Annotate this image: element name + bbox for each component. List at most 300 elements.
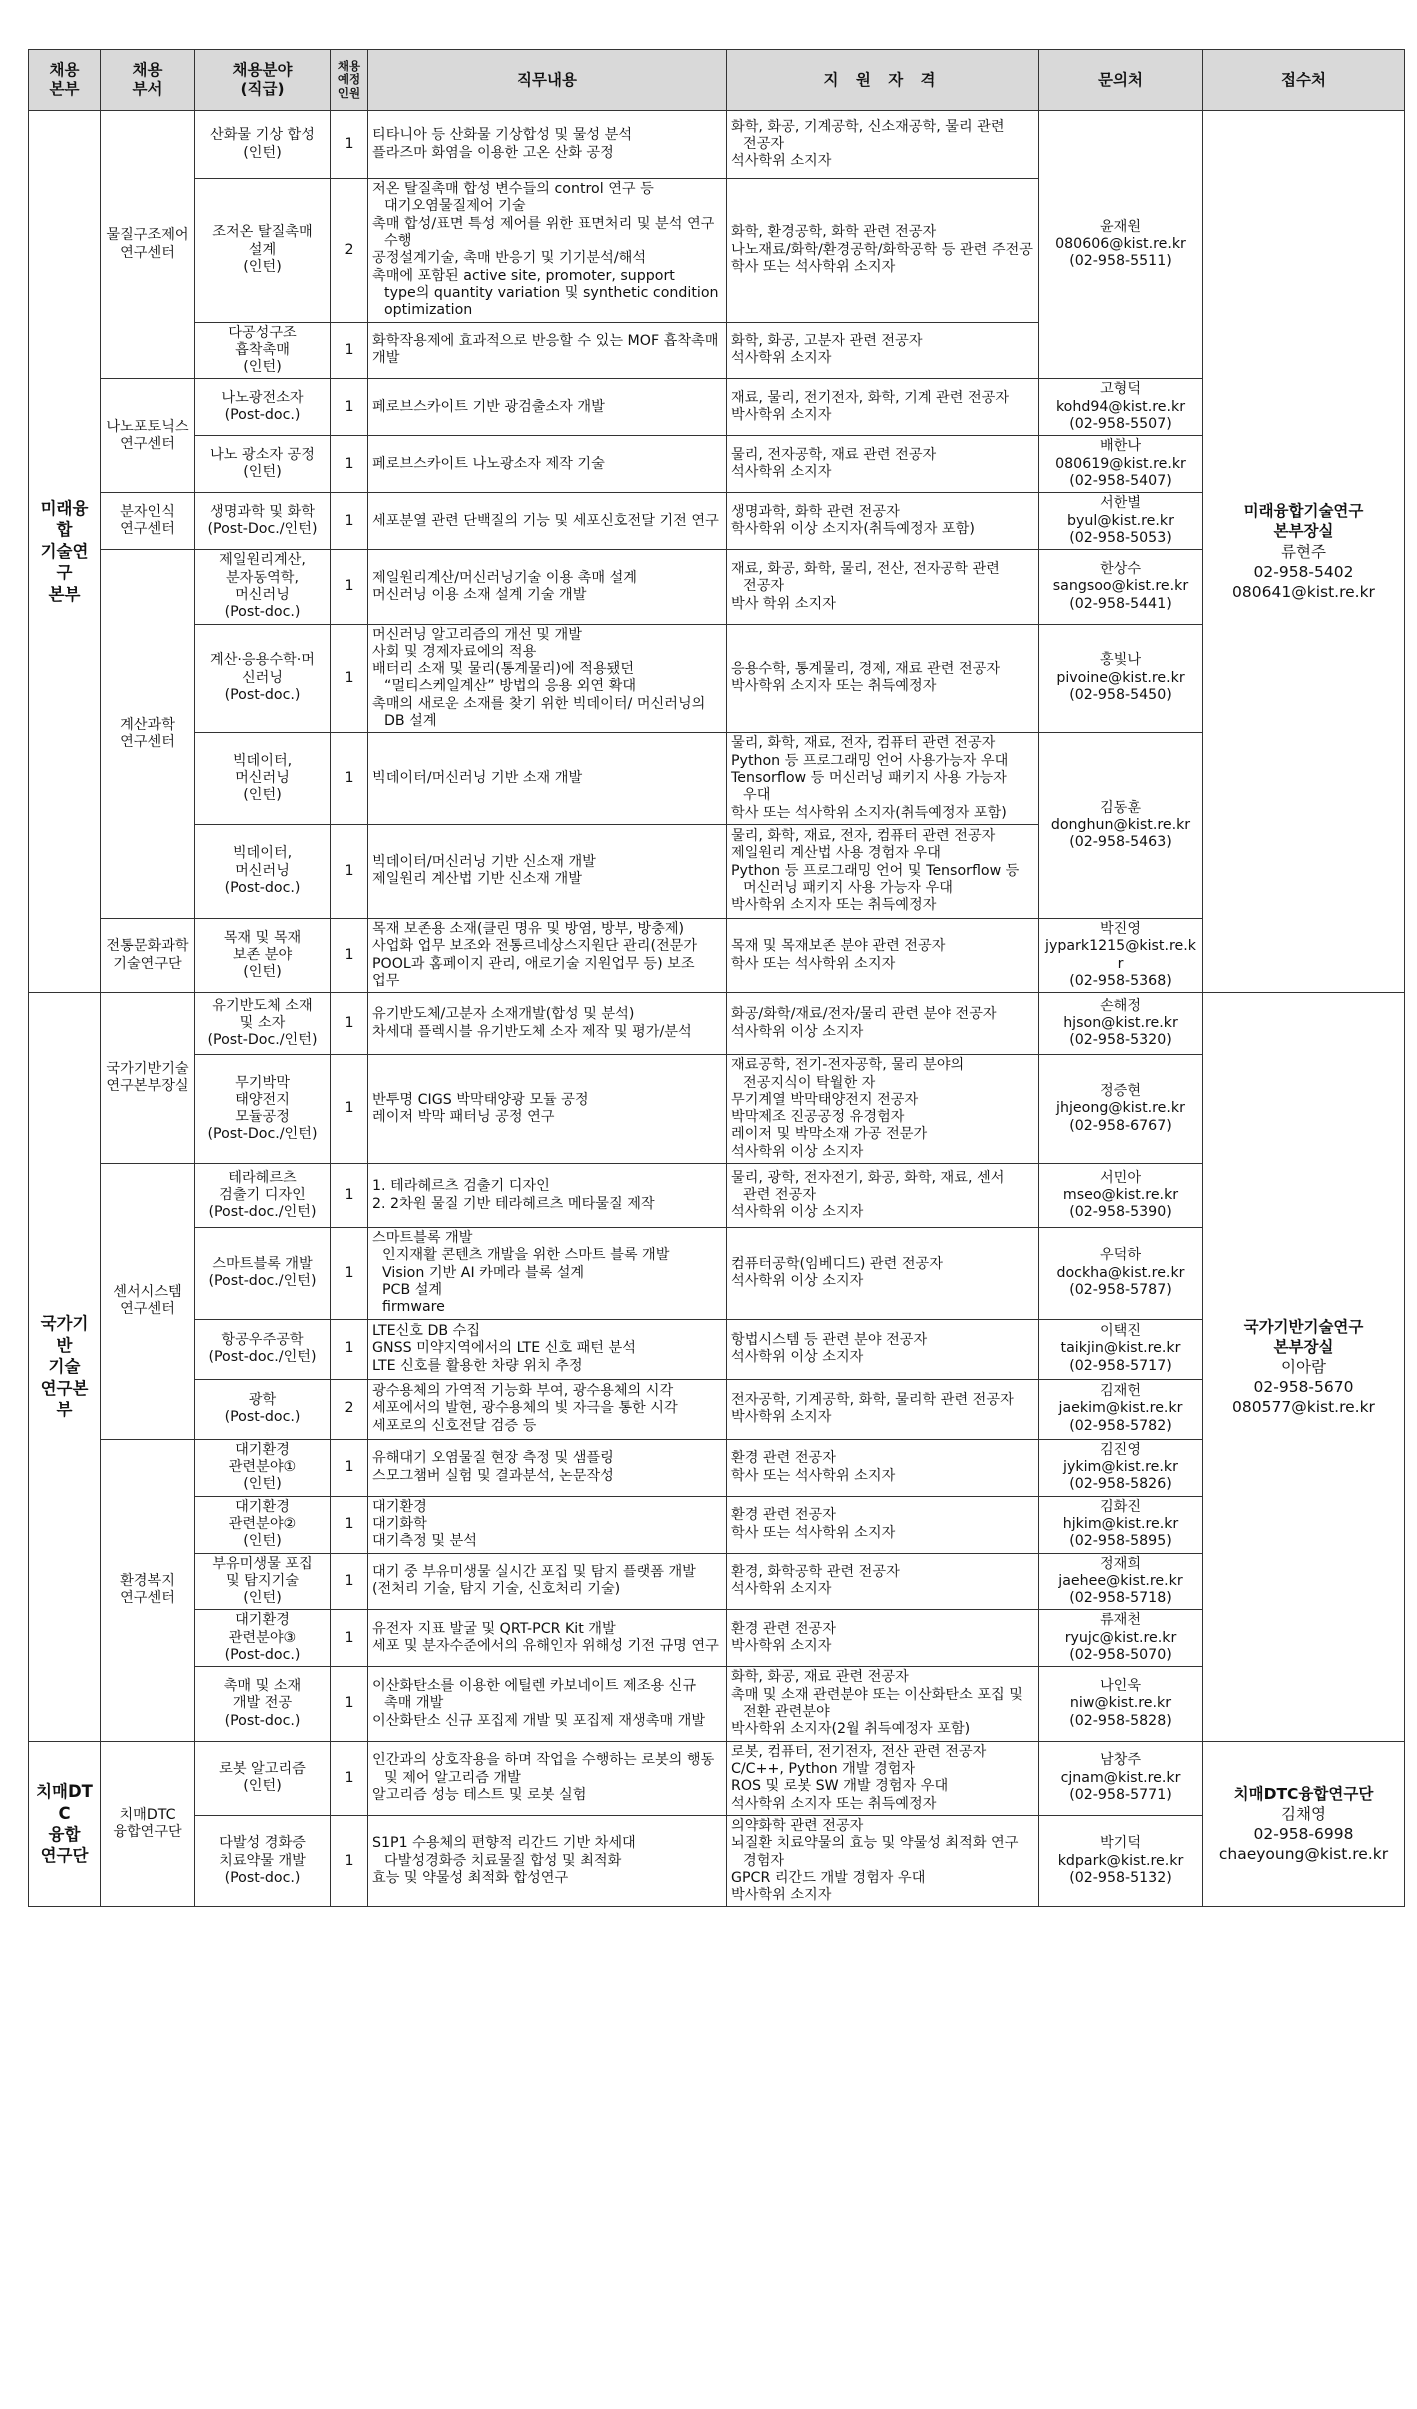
contact-phone: (02-958-5511) bbox=[1069, 253, 1172, 270]
text-line: (Post-Doc./인턴) bbox=[207, 1126, 318, 1143]
contact-cell bbox=[1039, 1667, 1203, 1741]
bullet-list bbox=[731, 1057, 1034, 1161]
header-contact: 문의처 bbox=[1039, 50, 1203, 111]
text-line: 무기박막 bbox=[235, 1074, 290, 1091]
qualifications-cell bbox=[727, 1439, 1039, 1496]
bullet-list bbox=[372, 854, 722, 889]
table-row bbox=[29, 493, 1405, 550]
table-row bbox=[29, 918, 1405, 992]
text-line: (Post-doc.) bbox=[224, 1869, 301, 1886]
header-field bbox=[195, 50, 331, 111]
text-line: (인턴) bbox=[243, 787, 282, 804]
qualifications-cell bbox=[727, 493, 1039, 550]
bullet-item: 화학, 화공, 고분자 관련 전공자 bbox=[731, 333, 923, 350]
text-line: (인턴) bbox=[243, 258, 282, 275]
text-line: 미래융합 bbox=[40, 499, 89, 540]
table-row bbox=[29, 1815, 1405, 1907]
text-line: 연구본부장실 bbox=[106, 1078, 189, 1095]
table-row bbox=[29, 379, 1405, 436]
bullet-list bbox=[372, 1621, 722, 1656]
duties-cell bbox=[368, 179, 727, 323]
text-line: 생명과학 및 화학 bbox=[210, 503, 315, 520]
header-duties: 직무내용 bbox=[368, 50, 727, 111]
contact-email[interactable]: jykim@kist.re.kr bbox=[1063, 1458, 1178, 1475]
bullet-item: 인지재활 콘텐츠 개발을 위한 스마트 블록 개발 bbox=[382, 1247, 670, 1264]
bullet-item: 박사학위 소지자 bbox=[731, 407, 832, 424]
contact-name: 김진영 bbox=[1099, 1441, 1142, 1458]
bullet-item: 배터리 소재 및 물리(통계물리)에 적용됐던 “멀티스케일계산” 방법의 응용 외연 확대 bbox=[372, 661, 637, 695]
bullet-item: 뇌질환 치료약물의 효능 및 약물성 최적화 연구 경험자 bbox=[731, 1835, 1019, 1869]
text-line: 및 소자 bbox=[239, 1015, 286, 1032]
header-qualifications: 지 원 자 격 bbox=[727, 50, 1039, 111]
contact-name: 나인욱 bbox=[1099, 1678, 1142, 1695]
receiver-email[interactable]: chaeyoung@kist.re.kr bbox=[1218, 1845, 1389, 1864]
bullet-item: ROS 및 로봇 SW 개발 경험자 우대 bbox=[731, 1778, 949, 1795]
text-line: 기술연구 bbox=[40, 541, 89, 583]
qualifications-cell bbox=[727, 733, 1039, 825]
field-cell bbox=[195, 1667, 331, 1741]
field-cell bbox=[195, 918, 331, 992]
receiver-office bbox=[1207, 1784, 1400, 1804]
duties-cell bbox=[368, 1228, 727, 1320]
duties-cell bbox=[368, 993, 727, 1055]
text-line: 빅데이터, bbox=[232, 752, 293, 769]
bullet-list bbox=[731, 561, 1034, 613]
text-line: (Post-Doc./인턴) bbox=[207, 1032, 318, 1049]
bullet-item: Python 등 프로그래밍 언어 및 Tensorflow 등 머신러닝 패키지 사용 가능자 우대 bbox=[731, 862, 1020, 897]
duties-cell bbox=[368, 1379, 727, 1439]
receiver-name: 김채영 bbox=[1281, 1804, 1326, 1823]
text-line: 관련분야③ bbox=[228, 1629, 297, 1646]
text-line: 관련분야① bbox=[228, 1458, 297, 1475]
bullet-item: 촉매 및 소재 관련분야 또는 이산화탄소 포집 및 전환 관련분야 bbox=[731, 1686, 1023, 1720]
bullet-item: 1. 테라헤르츠 검출기 디자인 bbox=[372, 1178, 550, 1195]
bullet-item: Tensorflow 등 머신러닝 패키지 사용 가능자 우대 bbox=[731, 770, 1007, 804]
duties-text: 페로브스카이트 나노광소자 제작 기술 bbox=[372, 455, 605, 472]
text-line: 본부장실 bbox=[1273, 1337, 1334, 1356]
bullet-item: 박사학위 소지자 또는 취득예정자 bbox=[731, 678, 937, 695]
duties-cell bbox=[368, 379, 727, 436]
positions-cell: 1 bbox=[331, 493, 368, 550]
contact-email[interactable]: 080606@kist.re.kr bbox=[1055, 236, 1186, 253]
duties-cell bbox=[368, 1553, 727, 1610]
duties-text: 빅데이터/머신러닝 기반 소재 개발 bbox=[372, 770, 583, 786]
table-row bbox=[29, 1164, 1405, 1228]
bullet-item: 박막제조 진공공정 유경험자 bbox=[731, 1109, 905, 1126]
bullet-item: 석사학위 소지자 bbox=[731, 1581, 832, 1598]
qualifications-cell bbox=[727, 111, 1039, 179]
contact-email[interactable]: jypark1215@kist.re.kr bbox=[1045, 938, 1196, 972]
duties-cell bbox=[368, 1439, 727, 1496]
bullet-item: 학사학위 이상 소지자(취득예정자 포함) bbox=[731, 521, 975, 538]
text-line: 태양전지 bbox=[235, 1091, 290, 1108]
bullet-item: LTE 신호를 활용한 차량 위치 추정 bbox=[372, 1357, 583, 1374]
bullet-item: 생명과학, 화학 관련 전공자 bbox=[731, 503, 900, 520]
text-line: 치매DTC융합연구단 bbox=[1233, 1784, 1374, 1803]
text-line: (Post-doc.) bbox=[224, 407, 301, 424]
bullet-item: 화학, 화공, 재료 관련 전공자 bbox=[731, 1669, 909, 1686]
bullet-item: 물리, 광학, 전자전기, 화공, 화학, 재료, 센서 관련 전공자 bbox=[731, 1169, 1005, 1203]
bullet-item: 박사학위 소지자 bbox=[731, 1887, 832, 1904]
text-line: 연구센터 bbox=[120, 435, 175, 452]
receiver-email[interactable]: 080641@kist.re.kr bbox=[1232, 582, 1375, 601]
duties-text: 화학작용제에 효과적으로 반응할 수 있는 MOF 흡착촉매 개발 bbox=[372, 333, 719, 367]
bullet-item: 학사 또는 석사학위 소지자 bbox=[731, 258, 896, 275]
division-cell bbox=[29, 1741, 101, 1907]
bullet-item: 물리, 화학, 재료, 전자, 컴퓨터 관련 전공자 bbox=[731, 828, 996, 845]
receiver-office bbox=[1207, 501, 1400, 541]
field-cell bbox=[195, 1610, 331, 1667]
bullet-list bbox=[731, 1507, 1034, 1542]
positions-cell: 1 bbox=[331, 322, 368, 379]
text-line: 대기환경 bbox=[235, 1498, 290, 1515]
bullet-list bbox=[731, 1621, 1034, 1656]
bullet-item: 로봇, 컴퓨터, 전기전자, 전산 관련 전공자 bbox=[731, 1743, 987, 1760]
text-line: 채용 bbox=[132, 61, 163, 80]
bullet-item: 대기화학 bbox=[372, 1515, 427, 1532]
text-line: (인턴) bbox=[243, 464, 282, 481]
field-cell bbox=[195, 624, 331, 733]
department-cell bbox=[101, 493, 195, 550]
table-row bbox=[29, 1553, 1405, 1610]
contact-email[interactable]: dockha@kist.re.kr bbox=[1056, 1264, 1185, 1281]
positions-cell: 1 bbox=[331, 379, 368, 436]
bullet-list bbox=[372, 1678, 722, 1730]
text-line: 스마트블록 개발 bbox=[212, 1256, 313, 1273]
text-line: 연구센터 bbox=[120, 1301, 175, 1318]
field-cell bbox=[195, 1319, 331, 1379]
contact-name: 김동훈 bbox=[1099, 799, 1142, 816]
contact-phone: (02-958-5782) bbox=[1069, 1417, 1172, 1434]
field-cell bbox=[195, 379, 331, 436]
contact-email[interactable]: jaekim@kist.re.kr bbox=[1058, 1400, 1183, 1417]
contact-email[interactable]: mseo@kist.re.kr bbox=[1062, 1186, 1179, 1203]
text-line: 채용분야 bbox=[232, 61, 293, 80]
bullet-list bbox=[372, 1323, 722, 1375]
positions-cell: 1 bbox=[331, 1319, 368, 1379]
duties-cell bbox=[368, 1667, 727, 1741]
bullet-item: 환경 관련 전공자 bbox=[731, 1450, 836, 1467]
bullet-item: 환경 관련 전공자 bbox=[731, 1507, 836, 1524]
positions-cell: 1 bbox=[331, 1496, 368, 1553]
bullet-list bbox=[372, 127, 722, 162]
text-line: 부서 bbox=[132, 80, 163, 98]
contact-name: 김재헌 bbox=[1099, 1383, 1142, 1400]
qualifications-cell bbox=[727, 1228, 1039, 1320]
contact-phone: (02-958-5507) bbox=[1069, 416, 1172, 433]
bullet-list bbox=[372, 1450, 722, 1485]
text-line: (Post-doc./인턴) bbox=[208, 1349, 317, 1366]
text-line: 국가기반 bbox=[40, 1314, 89, 1355]
contact-email[interactable]: sangsoo@kist.re.kr bbox=[1052, 578, 1189, 595]
bullet-item: 박사학위 소지자 bbox=[731, 1409, 832, 1426]
contact-name: 정증현 bbox=[1099, 1083, 1142, 1100]
bullet-item: 2. 2차원 물질 기반 테라헤르츠 메타물질 제작 bbox=[372, 1195, 655, 1212]
contact-email[interactable]: hjkim@kist.re.kr bbox=[1062, 1515, 1179, 1532]
bullet-item: 박사 학위 소지자 bbox=[731, 595, 836, 612]
contact-email[interactable]: ryujc@kist.re.kr bbox=[1064, 1629, 1177, 1646]
contact-cell bbox=[1039, 1553, 1203, 1610]
bullet-list bbox=[731, 735, 1034, 822]
duties-cell bbox=[368, 493, 727, 550]
duties-cell bbox=[368, 322, 727, 379]
receiver-name: 이아람 bbox=[1281, 1357, 1326, 1376]
text-line: 목재 및 목재 bbox=[223, 929, 302, 946]
text-line: 국가기반기술연구 bbox=[1243, 1317, 1364, 1336]
text-line: 머신러닝 bbox=[235, 586, 290, 603]
contact-phone: (02-958-5463) bbox=[1069, 834, 1172, 851]
contact-email[interactable]: pivoine@kist.re.kr bbox=[1056, 669, 1185, 686]
text-line: 대기환경 bbox=[235, 1612, 290, 1629]
bullet-list bbox=[731, 1818, 1034, 1905]
text-line: (인턴) bbox=[243, 359, 282, 376]
qualifications-cell bbox=[727, 550, 1039, 624]
bullet-item: 학사 또는 석사학위 소지자 bbox=[731, 1524, 896, 1541]
bullet-item: 환경 관련 전공자 bbox=[731, 1621, 836, 1638]
bullet-item: firmware bbox=[382, 1299, 445, 1316]
division-cell bbox=[29, 111, 101, 993]
bullet-list bbox=[731, 504, 1034, 539]
contact-phone: (02-958-6767) bbox=[1069, 1117, 1172, 1134]
contact-name: 이택진 bbox=[1099, 1323, 1142, 1340]
text-line: (Post-doc./인턴) bbox=[208, 1273, 317, 1290]
contact-cell bbox=[1039, 1496, 1203, 1553]
duties-cell bbox=[368, 436, 727, 493]
field-cell bbox=[195, 1055, 331, 1164]
contact-email[interactable]: cjnam@kist.re.kr bbox=[1060, 1769, 1181, 1786]
bullet-item: 응용수학, 통계물리, 경제, 재료 관련 전공자 bbox=[731, 661, 1001, 678]
bullet-list bbox=[731, 333, 1034, 368]
field-cell bbox=[195, 1553, 331, 1610]
positions-cell: 1 bbox=[331, 824, 368, 918]
bullet-item: 유기반도체/고분자 소재개발(합성 및 분석) bbox=[372, 1006, 635, 1023]
positions-cell: 2 bbox=[331, 179, 368, 323]
duties-cell bbox=[368, 1610, 727, 1667]
bullet-list bbox=[731, 1744, 1034, 1813]
bullet-list bbox=[372, 1752, 722, 1804]
text-line: 다발성 경화증 bbox=[219, 1835, 306, 1852]
text-line: 나노 광소자 공정 bbox=[210, 447, 315, 464]
text-line: 모듈공정 bbox=[235, 1109, 290, 1126]
text-line: (인턴) bbox=[243, 964, 282, 981]
field-cell bbox=[195, 1741, 331, 1815]
receiver-office bbox=[1207, 1317, 1400, 1357]
bullet-list bbox=[731, 1564, 1034, 1599]
bullet-list bbox=[731, 390, 1034, 425]
contact-email[interactable]: donghun@kist.re.kr bbox=[1050, 817, 1191, 833]
bullet-item: 석사학위 이상 소지자 bbox=[731, 1143, 864, 1160]
table-row bbox=[29, 1667, 1405, 1741]
text-line: 항공우주공학 bbox=[221, 1331, 304, 1348]
text-line: 및 탐지기술 bbox=[225, 1572, 300, 1589]
duties-cell bbox=[368, 918, 727, 992]
contact-name: 한상수 bbox=[1099, 560, 1142, 577]
contact-phone: (02-958-5828) bbox=[1069, 1712, 1172, 1729]
duties-cell bbox=[368, 1055, 727, 1164]
contact-email[interactable]: niw@kist.re.kr bbox=[1069, 1695, 1172, 1712]
contact-email[interactable]: taikjin@kist.re.kr bbox=[1060, 1340, 1181, 1357]
bullet-list bbox=[731, 224, 1034, 276]
positions-cell: 1 bbox=[331, 733, 368, 825]
text-line: 조저온 탈질촉매 bbox=[212, 224, 313, 241]
bullet-list bbox=[731, 447, 1034, 482]
positions-cell: 1 bbox=[331, 111, 368, 179]
duties-text: 광수용체의 가역적 기능화 부여, 광수용체의 시각 세포에서의 발현, 광수용체의 빛 자극을 통한 시각 세포로의 신호전달 검증 등 bbox=[372, 1383, 678, 1434]
text-line: (직급) bbox=[240, 80, 285, 98]
contact-cell bbox=[1039, 111, 1203, 379]
bullet-item: PCB 설계 bbox=[382, 1282, 443, 1298]
bullet-item: 화학, 화공, 기계공학, 신소재공학, 물리 관련 전공자 bbox=[731, 118, 1005, 152]
qualifications-cell bbox=[727, 1553, 1039, 1610]
contact-cell bbox=[1039, 918, 1203, 992]
bullet-item: 학사 또는 석사학위 소지자 bbox=[731, 955, 896, 972]
contact-email[interactable]: kdpark@kist.re.kr bbox=[1057, 1852, 1184, 1869]
field-cell bbox=[195, 111, 331, 179]
bullet-item: 박사학위 소지자(2월 취득예정자 포함) bbox=[731, 1721, 971, 1738]
bullet-item: 항법시스템 등 관련 분야 전공자 bbox=[731, 1331, 928, 1348]
contact-email[interactable]: 080619@kist.re.kr bbox=[1055, 455, 1186, 472]
bullet-item: 공정설계기술, 촉매 반응기 및 기기분석/해석 bbox=[372, 250, 647, 267]
bullet-item: 석사학위 이상 소지자 bbox=[731, 1204, 864, 1221]
text-line: 치매DTC bbox=[119, 1806, 176, 1823]
text-line: 치료약물 개발 bbox=[219, 1852, 306, 1869]
text-line: 광학 bbox=[248, 1391, 277, 1408]
receiver-name: 류현주 bbox=[1281, 542, 1326, 561]
table-row bbox=[29, 1439, 1405, 1496]
bullet-item: 이산화탄소를 이용한 에틸렌 카보네이트 제조용 신규 촉매 개발 bbox=[372, 1678, 697, 1712]
duties-cell bbox=[368, 733, 727, 825]
bullet-item: 물리, 화학, 재료, 전자, 컴퓨터 관련 전공자 bbox=[731, 735, 996, 752]
bullet-item: GNSS 미약지역에서의 LTE 신호 패턴 분석 bbox=[372, 1340, 636, 1357]
text-line: 환경복지 bbox=[120, 1572, 175, 1589]
contact-name: 윤재원 bbox=[1099, 218, 1142, 235]
text-line: 채용 bbox=[337, 59, 361, 74]
table-row bbox=[29, 1610, 1405, 1667]
contact-name: 고형덕 bbox=[1099, 381, 1142, 398]
contact-name: 서한별 bbox=[1099, 495, 1142, 512]
text-line: 본부 bbox=[49, 80, 80, 98]
field-cell bbox=[195, 179, 331, 323]
table-row bbox=[29, 624, 1405, 733]
duties-cell bbox=[368, 1164, 727, 1228]
qualifications-cell bbox=[727, 1741, 1039, 1815]
table-row bbox=[29, 993, 1405, 1055]
division-cell bbox=[29, 993, 101, 1741]
contact-phone: (02-958-5132) bbox=[1069, 1869, 1172, 1886]
contact-name: 배한나 bbox=[1099, 438, 1142, 455]
qualifications-cell bbox=[727, 1379, 1039, 1439]
receiver-phone: 02-958-5402 bbox=[1253, 562, 1354, 581]
bullet-item: 석사학위 소지자 또는 취득예정자 bbox=[731, 1795, 937, 1812]
bullet-item: 석사학위 소지자 bbox=[731, 350, 832, 367]
text-line: 연구센터 bbox=[120, 244, 175, 261]
bullet-item: 사회 및 경제자료에의 적용 bbox=[372, 643, 537, 660]
contact-email[interactable]: kohd94@kist.re.kr bbox=[1055, 398, 1186, 415]
duties-cell bbox=[368, 1815, 727, 1907]
contact-phone: (02-958-5441) bbox=[1069, 595, 1172, 612]
receiver-cell bbox=[1203, 993, 1405, 1741]
bullet-item: 박사학위 소지자 또는 취득예정자 bbox=[731, 897, 937, 914]
bullet-list bbox=[372, 1006, 722, 1041]
bullet-item: 석사학위 이상 소지자 bbox=[731, 1349, 864, 1366]
receiver-phone: 02-958-5670 bbox=[1253, 1377, 1354, 1396]
table-row bbox=[29, 111, 1405, 179]
bullet-item: 세포 및 분자수준에서의 유해인자 위해성 기전 규명 연구 bbox=[372, 1638, 719, 1655]
table-row bbox=[29, 1496, 1405, 1553]
contact-email[interactable]: jaehee@kist.re.kr bbox=[1058, 1572, 1183, 1589]
contact-cell bbox=[1039, 993, 1203, 1055]
contact-phone: (02-958-5368) bbox=[1069, 972, 1172, 989]
text-line: (인턴) bbox=[243, 144, 282, 161]
positions-cell: 1 bbox=[331, 1815, 368, 1907]
duties-text: 대기 중 부유미생물 실시간 포집 및 탐지 플랫폼 개발 (전처리 기술, 탐지 기술, 신호처리 기술) bbox=[372, 1564, 696, 1598]
positions-cell: 1 bbox=[331, 436, 368, 493]
text-line: 머신러닝 bbox=[235, 862, 290, 879]
qualifications-cell bbox=[727, 624, 1039, 733]
positions-cell: 1 bbox=[331, 1055, 368, 1164]
text-line: 치매DTC bbox=[36, 1782, 93, 1823]
bullet-item: 유전자 지표 발굴 및 QRT-PCR Kit 개발 bbox=[372, 1621, 616, 1638]
department-cell bbox=[101, 1164, 195, 1440]
bullet-item: 물리, 전자공학, 재료 관련 전공자 bbox=[731, 447, 937, 464]
bullet-list bbox=[731, 1669, 1034, 1738]
bullet-list bbox=[372, 1178, 722, 1213]
bullet-item: 대기환경 bbox=[372, 1498, 427, 1515]
bullet-item: 인간과의 상호작용을 하며 작업을 수행하는 로봇의 행동 및 제어 알고리즘 개발 bbox=[372, 1752, 715, 1786]
contact-cell bbox=[1039, 1439, 1203, 1496]
contact-email[interactable]: jhjeong@kist.re.kr bbox=[1056, 1100, 1185, 1117]
receiver-phone: 02-958-6998 bbox=[1253, 1825, 1354, 1844]
field-cell bbox=[195, 550, 331, 624]
contact-name: 우덕하 bbox=[1099, 1247, 1142, 1264]
bullet-item: 석사학위 이상 소지자 bbox=[731, 1023, 864, 1040]
text-line: 다공성구조 bbox=[228, 324, 297, 341]
contact-phone: (02-958-5717) bbox=[1069, 1357, 1172, 1374]
contact-phone: (02-958-5407) bbox=[1069, 473, 1172, 489]
text-line: (Post-doc.) bbox=[224, 1712, 301, 1729]
contact-cell bbox=[1039, 379, 1203, 436]
bullet-item: LTE신호 DB 수집 bbox=[372, 1323, 481, 1340]
bullet-item: 화공/화학/재료/전자/물리 관련 분야 전공자 bbox=[731, 1006, 997, 1023]
contact-email[interactable]: byul@kist.re.kr bbox=[1067, 512, 1174, 529]
bullet-item: 무기계열 박막태양전지 전공자 bbox=[731, 1091, 919, 1108]
text-line: 촉매 및 소재 bbox=[223, 1678, 302, 1695]
header-positions bbox=[331, 50, 368, 111]
contact-name: 남창주 bbox=[1099, 1752, 1142, 1769]
text-line: 국가기반기술 bbox=[106, 1060, 189, 1077]
contact-cell bbox=[1039, 1741, 1203, 1815]
qualifications-cell bbox=[727, 918, 1039, 992]
contact-email[interactable]: hjson@kist.re.kr bbox=[1063, 1015, 1178, 1032]
field-cell bbox=[195, 1228, 331, 1320]
text-line: 분자인식 bbox=[120, 503, 175, 520]
duties-heading: 스마트블록 개발 bbox=[372, 1230, 473, 1247]
positions-cell: 1 bbox=[331, 1610, 368, 1667]
header-row bbox=[29, 50, 1405, 111]
qualifications-cell bbox=[727, 1055, 1039, 1164]
department-cell bbox=[101, 379, 195, 493]
text-line: 기술연구단 bbox=[113, 955, 182, 972]
duties-cell bbox=[368, 1496, 727, 1553]
receiver-email[interactable]: 080577@kist.re.kr bbox=[1232, 1398, 1375, 1417]
text-line: 연구센터 bbox=[120, 734, 175, 751]
positions-cell: 1 bbox=[331, 550, 368, 624]
bullet-item: Python 등 프로그래밍 언어 사용가능자 우대 bbox=[731, 752, 1009, 769]
contact-phone: (02-958-5895) bbox=[1069, 1533, 1172, 1550]
bullet-item: 학사 또는 석사학위 소지자 bbox=[731, 1467, 896, 1484]
table-row bbox=[29, 550, 1405, 624]
text-line: 유기반도체 소재 bbox=[212, 997, 313, 1014]
